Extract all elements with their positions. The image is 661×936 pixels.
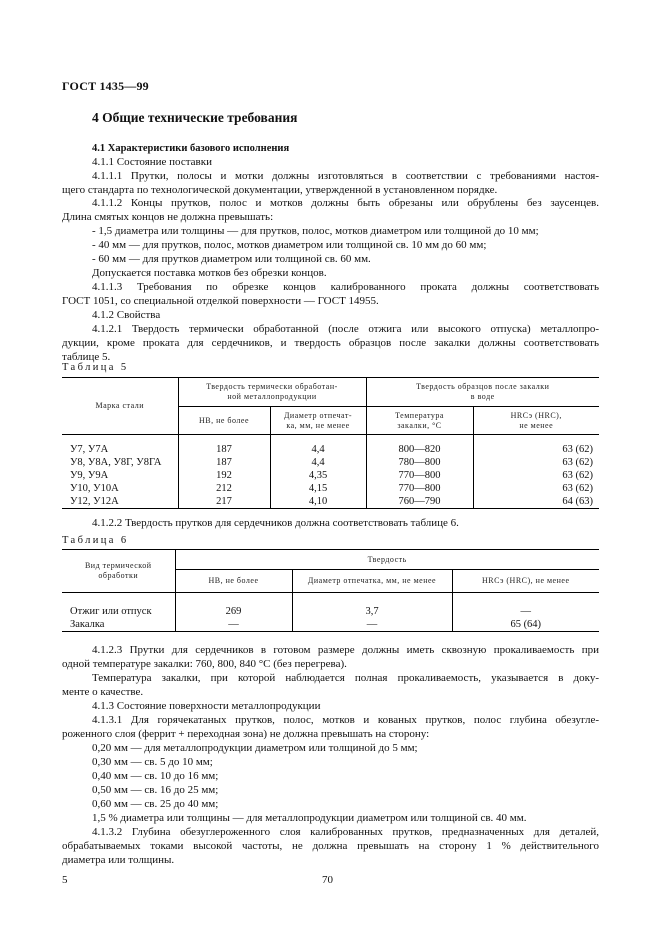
cell-t: 770—800 (366, 469, 473, 482)
table-row (62, 618, 599, 632)
para-line: 0,60 мм — св. 25 до 40 мм; (92, 798, 219, 810)
para-line: дукции, кроме проката для сердечников, и твердость образцов после закалки должны соответствовать (62, 337, 599, 349)
para-line: - 60 мм — для прутков диаметром или толщиной св. 60 мм. (92, 253, 371, 265)
cell-d: 4,35 (270, 469, 366, 482)
subsection-title: 4.1 Характеристики базового исполнения (92, 143, 290, 154)
table-row (62, 605, 599, 618)
th-hardness-2: ной металлопродукции (227, 392, 317, 401)
th-sample: Твердость образцов после закалки (416, 382, 550, 391)
cell-grade: У8, У8А, У8Г, У8ГА (62, 456, 178, 469)
cell-hb: — (175, 618, 292, 632)
para-line: Длина смятых концов не должна превышать: (62, 211, 274, 223)
cell-grade: У7, У7А (62, 443, 178, 456)
cell-kind: Закалка (62, 618, 175, 632)
th-hrc: HRCэ (HRC), не менее (452, 570, 599, 593)
cell-hrc: 65 (64) (452, 618, 599, 632)
th-d: Диаметр отпечатка, мм, не менее (292, 570, 452, 593)
cell-hrc: 64 (63) (473, 495, 599, 509)
table-6 (62, 549, 599, 632)
cell-d: 4,15 (270, 482, 366, 495)
table-5 (62, 377, 599, 509)
para-line: 4.1.3.2 Глубина обезуглероженного слоя калиброванных прутков, предназначенных для деталей, (92, 826, 599, 838)
th-sample-2: в воде (470, 392, 495, 401)
th-imprint: Диаметр отпечат- (283, 410, 353, 420)
table-row (62, 482, 599, 495)
th-hrc: HRCэ (HRC), (510, 410, 562, 420)
cell-hrc: 63 (62) (562, 456, 593, 468)
cell-grade: У12, У12А (62, 495, 178, 509)
para-line: 4.1.1.2 Концы прутков, полос и мотков должны быть обрезаны или обрублены без заусенцев. (92, 197, 599, 209)
cell-hrc: — (520, 605, 531, 617)
section-title: 4 Общие технические требования (92, 110, 298, 125)
th-hb: НВ, не более (175, 570, 292, 593)
para-line: диаметра или толщины. (62, 854, 175, 866)
table-row (62, 469, 599, 482)
cell-hb: 192 (178, 469, 270, 482)
cell-d: — (292, 618, 452, 632)
th-kind-2: обработки (98, 571, 139, 580)
para-line: Температура закалки, при которой наблюдается полная прокаливаемость, указывается в доку- (92, 672, 599, 684)
table6-caption: Таблица 6 (62, 535, 129, 546)
cell-hrc: 63 (62) (562, 469, 593, 481)
th-hardness: Твердость термически обработан- (206, 382, 338, 391)
para-line: 0,40 мм — св. 10 до 16 мм; (92, 770, 219, 782)
para-line: 4.1.2.1 Твердость термически обработанной (после отжига или высокого отпуска) металлопро- (92, 323, 599, 335)
cell-hb: 269 (175, 605, 292, 618)
cell-t: 760—790 (366, 495, 473, 509)
cell-t: 770—800 (366, 482, 473, 495)
para-line: 4.1.1.3 Требования по обрезке концов калиброванного проката должны соответствовать (92, 281, 599, 293)
th-temp: Температура (395, 410, 444, 420)
para-line: менте о качестве. (62, 686, 144, 698)
th-hrc-2: не менее (519, 420, 554, 430)
cell-t: 780—800 (366, 456, 473, 469)
para-line: 0,50 мм — св. 16 до 25 мм; (92, 784, 219, 796)
table-row (62, 495, 599, 509)
para-line: 4.1.3.1 Для горячекатаных прутков, полос, мотков и кованых прутков, полос глубина обезугле- (92, 714, 599, 726)
para-line: таблице 5. (62, 351, 111, 363)
para-line: 4.1.2.3 Прутки для сердечников в готовом размере должны иметь сквозную прокаливаемость при (92, 644, 599, 656)
para-line: обрабатываемых токами высокой частоты, не должна превышать на сторону 1 % действительного (62, 840, 599, 852)
th-temp-2: закалки, °С (397, 420, 442, 430)
para-line: Допускается поставка мотков без обрезки концов. (92, 267, 327, 279)
cell-hb: 217 (178, 495, 270, 509)
th-kind: Вид термической (84, 561, 152, 570)
para-line: 4.1.1 Состояние поставки (92, 156, 212, 168)
para-line: 4.1.3 Состояние поверхности металлопродукции (92, 700, 321, 712)
table5-caption: Таблица 5 (62, 362, 129, 373)
para-line: ГОСТ 1051, со специальной отделкой поверхности — ГОСТ 14955. (62, 295, 379, 307)
th-hard: Твердость (175, 550, 599, 570)
cell-d: 4,4 (270, 443, 366, 456)
para-line: 4.1.1.1 Прутки, полосы и мотки должны изготовляться в соответствии с требованиями настоя- (92, 170, 599, 182)
cell-d: 4,4 (270, 456, 366, 469)
cell-hb: 187 (178, 443, 270, 456)
para-line: 1,5 % диаметра или толщины — для металлопродукции диаметром или толщиной св. 40 мм. (92, 812, 527, 824)
cell-t: 800—820 (366, 443, 473, 456)
doc-header: ГОСТ 1435—99 (62, 79, 149, 93)
page-number: 70 (322, 874, 333, 886)
cell-hb: 187 (178, 456, 270, 469)
th-imprint-2: ка, мм, не менее (286, 420, 350, 430)
cell-grade: У9, У9А (62, 469, 178, 482)
cell-grade: У10, У10А (62, 482, 178, 495)
table-row (62, 443, 599, 456)
footer-left: 5 (62, 874, 68, 886)
para-line: одной температуре закалки: 760, 800, 840 °С (без перегрева). (62, 658, 347, 670)
cell-d: 3,7 (292, 605, 452, 618)
para-line: - 1,5 диаметра или толщины — для прутков, полос, мотков диаметром или толщиной до 10 мм; (92, 225, 539, 237)
para-line: 0,30 мм — св. 5 до 10 мм; (92, 756, 213, 768)
para-line: - 40 мм — для прутков, полос, мотков диаметром или толщиной св. 10 мм до 60 мм; (92, 239, 487, 251)
para-line: роженного слоя (феррит + переходная зона) не должна превышать на сторону: (62, 728, 430, 740)
para-line: щего стандарта по технологической документации, утвержденной в установленном порядке. (62, 184, 498, 196)
th-hb: НВ, не более (178, 407, 270, 435)
cell-hrc: 63 (62) (562, 443, 593, 455)
th-grade: Марка стали (62, 378, 178, 435)
cell-hb: 212 (178, 482, 270, 495)
table-row (62, 456, 599, 469)
para-line: 0,20 мм — для металлопродукции диаметром или толщиной до 5 мм; (92, 742, 418, 754)
para-line: 4.1.2 Свойства (92, 309, 161, 321)
cell-hrc: 63 (62) (562, 482, 593, 494)
cell-d: 4,10 (270, 495, 366, 509)
para-line: 4.1.2.2 Твердость прутков для сердечников должна соответствовать таблице 6. (92, 517, 459, 529)
cell-kind: Отжиг или отпуск (62, 605, 175, 618)
